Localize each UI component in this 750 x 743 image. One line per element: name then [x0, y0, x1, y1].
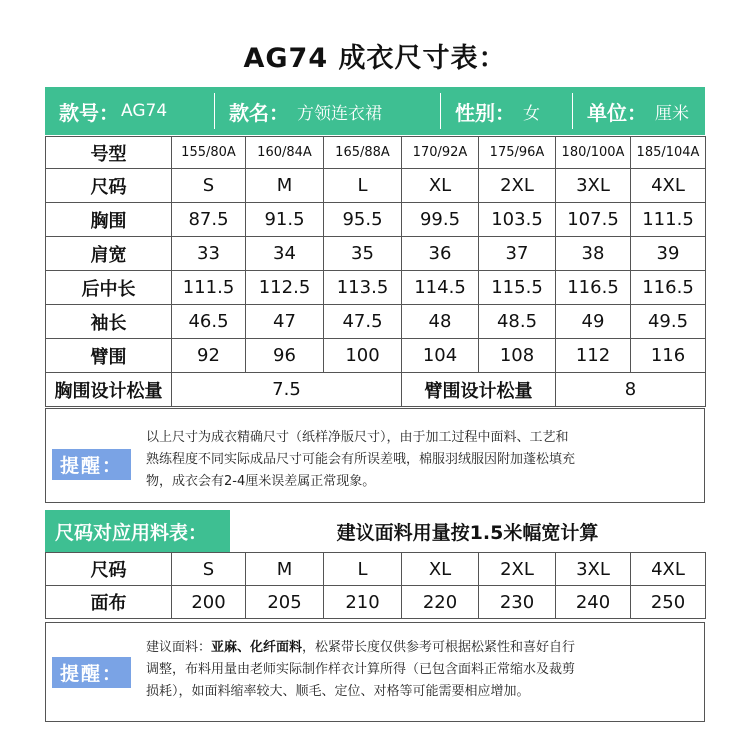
unit-label: 单位： — [587, 100, 647, 125]
reminder-line: 熟练程度不同实际成品尺寸可能会有所误差哦，棉服羽绒服因附加蓬松填充 — [146, 452, 576, 467]
style-name — [215, 87, 441, 135]
fabric-suggest-materials: 亚麻、化纤面料 — [211, 640, 303, 655]
table-cell: L — [324, 553, 402, 586]
style-number-label: 款号： — [59, 100, 119, 125]
table-cell: 112.5 — [246, 271, 324, 305]
table-cell: 2XL — [479, 169, 556, 203]
arm-ease-value: 8 — [556, 373, 706, 407]
reminder-text-2 — [146, 637, 575, 703]
table-row — [46, 339, 706, 373]
table-row — [46, 137, 706, 169]
table-cell: 115.5 — [479, 271, 556, 305]
table-cell: 4XL — [631, 169, 706, 203]
table-cell: 185/104A — [631, 137, 706, 169]
table-cell: 36 — [402, 237, 479, 271]
table-cell: 37 — [479, 237, 556, 271]
table-cell: 99.5 — [402, 203, 479, 237]
table-cell: 108 — [479, 339, 556, 373]
table-cell: 2XL — [479, 553, 556, 586]
unit-value: 厘米 — [655, 103, 689, 124]
table-cell: S — [172, 553, 246, 586]
table-cell: 175/96A — [479, 137, 556, 169]
table-cell: 111.5 — [172, 271, 246, 305]
reminder-line — [146, 637, 575, 659]
table-cell: 35 — [324, 237, 402, 271]
table-cell: 250 — [631, 586, 706, 619]
reminder-line: 损耗），如面料缩率较大、顺毛、定位、对格等可能需要相应增加。 — [146, 684, 530, 699]
row-header: 袖长 — [46, 305, 172, 339]
table-cell: 95.5 — [324, 203, 402, 237]
table-cell: 180/100A — [556, 137, 631, 169]
table-cell: 46.5 — [172, 305, 246, 339]
table-cell: S — [172, 169, 246, 203]
table-row — [46, 271, 706, 305]
reminder-tag-2: 提醒： — [52, 657, 131, 688]
table-cell: 33 — [172, 237, 246, 271]
table-cell: 3XL — [556, 169, 631, 203]
table-cell: 91.5 — [246, 203, 324, 237]
table-cell: 4XL — [631, 553, 706, 586]
table-cell: L — [324, 169, 402, 203]
table-row — [46, 203, 706, 237]
table-row — [46, 553, 706, 586]
table-cell: 3XL — [556, 553, 631, 586]
table-row — [46, 237, 706, 271]
table-cell: 100 — [324, 339, 402, 373]
style-name-label: 款名： — [229, 100, 289, 125]
gender-label: 性别： — [455, 100, 515, 125]
table-cell: 92 — [172, 339, 246, 373]
table-cell: XL — [402, 169, 479, 203]
table-cell: 220 — [402, 586, 479, 619]
table-cell: 205 — [246, 586, 324, 619]
fabric-width-note: 建议面料用量按1.5米幅宽计算 — [336, 521, 599, 544]
fabric-suggest-suffix: ，松紧带长度仅供参考可根据松紧性和喜好自行 — [302, 640, 576, 655]
chest-ease-label: 胸围设计松量 — [46, 373, 172, 407]
table-cell: 170/92A — [402, 137, 479, 169]
table-cell: 87.5 — [172, 203, 246, 237]
table-cell: 49.5 — [631, 305, 706, 339]
fabric-table — [45, 552, 706, 619]
reminder-line: 以上尺寸为成衣精确尺寸（纸样净版尺寸），由于加工过程中面料、工艺和 — [146, 430, 569, 445]
product-header-bar — [45, 87, 705, 135]
reminder-text-1 — [146, 427, 575, 493]
table-cell: 49 — [556, 305, 631, 339]
gender — [441, 87, 573, 135]
style-name-value: 方领连衣裙 — [297, 103, 382, 124]
table-cell: 112 — [556, 339, 631, 373]
table-cell: 155/80A — [172, 137, 246, 169]
reminder-box-2 — [45, 622, 705, 722]
table-cell: 165/88A — [324, 137, 402, 169]
row-header: 尺码 — [46, 553, 172, 586]
table-cell: 200 — [172, 586, 246, 619]
table-cell: XL — [402, 553, 479, 586]
table-row — [46, 169, 706, 203]
table-cell: 96 — [246, 339, 324, 373]
chest-ease-value: 7.5 — [172, 373, 402, 407]
table-cell: 34 — [246, 237, 324, 271]
style-number-value: AG74 — [121, 101, 168, 121]
table-cell: M — [246, 169, 324, 203]
table-cell: 47.5 — [324, 305, 402, 339]
table-cell: 116 — [631, 339, 706, 373]
fabric-table-label: 尺码对应用料表： — [45, 510, 230, 552]
table-cell: M — [246, 553, 324, 586]
table-cell: 107.5 — [556, 203, 631, 237]
table-cell: 116.5 — [556, 271, 631, 305]
row-header: 胸围 — [46, 203, 172, 237]
table-cell: 240 — [556, 586, 631, 619]
table-cell: 104 — [402, 339, 479, 373]
table-cell: 103.5 — [479, 203, 556, 237]
page-title: AG74 成衣尺寸表： — [243, 43, 507, 74]
table-row — [46, 586, 706, 619]
row-header: 臂围 — [46, 339, 172, 373]
row-header: 肩宽 — [46, 237, 172, 271]
size-table — [45, 136, 706, 407]
fabric-header — [45, 510, 705, 552]
table-cell: 114.5 — [402, 271, 479, 305]
table-cell: 160/84A — [246, 137, 324, 169]
reminder-tag-1: 提醒： — [52, 449, 131, 480]
table-cell: 111.5 — [631, 203, 706, 237]
gender-value: 女 — [523, 103, 540, 124]
table-cell: 230 — [479, 586, 556, 619]
reminder-line: 物，成衣会有2-4厘米误差属正常现象。 — [146, 474, 376, 489]
arm-ease-label: 臂围设计松量 — [402, 373, 556, 407]
table-cell: 113.5 — [324, 271, 402, 305]
table-cell: 48 — [402, 305, 479, 339]
row-header: 后中长 — [46, 271, 172, 305]
row-header: 尺码 — [46, 169, 172, 203]
table-cell: 47 — [246, 305, 324, 339]
table-cell: 38 — [556, 237, 631, 271]
fabric-suggest-prefix: 建议面料： — [146, 640, 212, 655]
reminder-box-1 — [45, 408, 705, 503]
unit — [573, 87, 705, 135]
table-row — [46, 305, 706, 339]
table-cell: 48.5 — [479, 305, 556, 339]
table-cell: 116.5 — [631, 271, 706, 305]
table-cell: 210 — [324, 586, 402, 619]
row-header: 号型 — [46, 137, 172, 169]
row-header: 面布 — [46, 586, 172, 619]
style-number — [45, 87, 215, 135]
reminder-line: 调整，布料用量由老师实际制作样衣计算所得（已包含面料正常缩水及裁剪 — [146, 662, 576, 677]
table-cell: 39 — [631, 237, 706, 271]
